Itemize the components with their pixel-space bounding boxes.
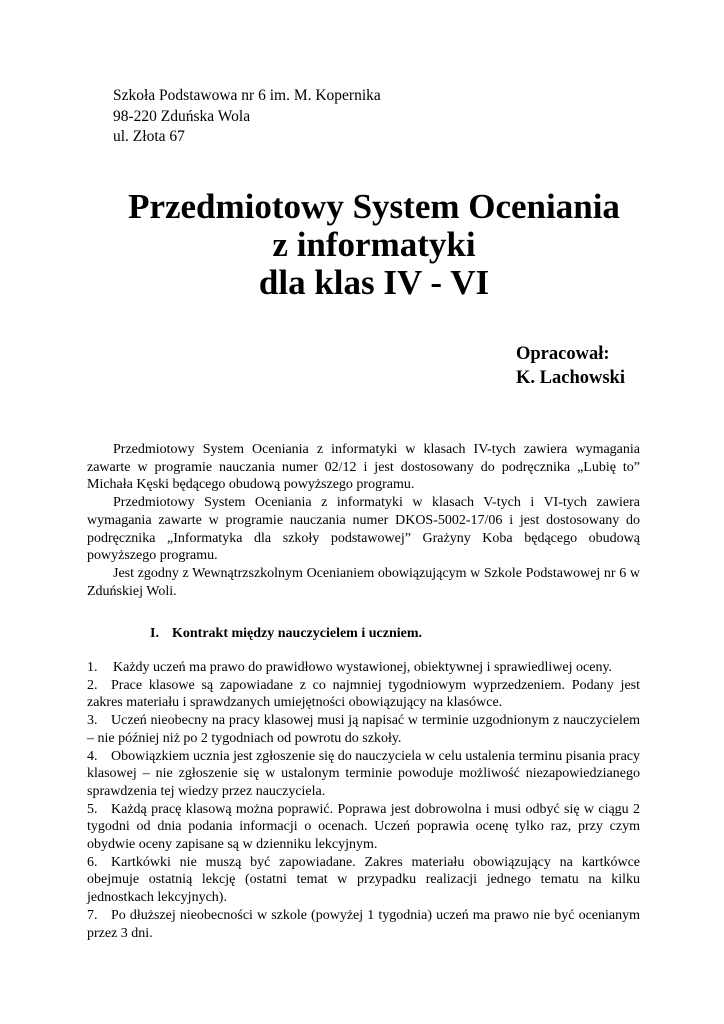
- section-number: I.: [150, 626, 159, 641]
- rule-item: [87, 712, 640, 747]
- title-line-2: z informatyki: [272, 225, 476, 264]
- rule-text: Obowiązkiem ucznia jest zgłoszenie się do nauczyciela w celu ustalenia terminu pisania pracy klasowej – nie zgłoszenie się w ustalonym terminie powoduje możliwość niezapowiedzianego sprawdzenia tej wiedzy przez nauczyciela.: [87, 748, 640, 799]
- rule-number: 2.: [87, 677, 98, 693]
- rule-item: [87, 677, 640, 712]
- rule-text: Prace klasowe są zapowiadane z co najmniej tygodniowym wyprzedzeniem. Podany jest zakres materiału i sprawdzanych umiejętności obowiązujący na klasówce.: [87, 677, 640, 711]
- rule-number: 3.: [87, 713, 98, 729]
- rule-text: Po dłuższej nieobecności w szkole (powyżej 1 tygodnia) uczeń ma prawo nie być ocenianym przez 3 dni.: [87, 907, 640, 941]
- school-street: ul. Złota 67: [113, 128, 185, 145]
- intro-section: [87, 441, 640, 600]
- rule-number: 6.: [87, 854, 98, 870]
- document-title: [0, 188, 724, 302]
- rule-item: [87, 659, 640, 677]
- author-label: Opracował:: [516, 344, 610, 364]
- rule-text: Kartkówki nie muszą być zapowiadane. Zakres materiału obowiązujący na kartkówce obejmuje ostatnią lekcję (ostatni temat w przypadku realizacji jednego tematu na kilku jednostkach lekcyjnych).: [87, 854, 640, 906]
- section-title: Kontrakt między nauczycielem i uczniem.: [172, 626, 423, 641]
- section-heading: [150, 625, 422, 643]
- rules-list: [87, 659, 640, 942]
- rule-text: Każdą pracę klasową można poprawić. Poprawa jest dobrowolna i musi odbyć się w ciągu 2 tygodni od dnia podania informacji o ocenach. Uczeń poprawia ocenę tylko raz, przy czym obydwie oceny zapisane są w dzienniku lekcyjnym.: [87, 801, 640, 853]
- intro-paragraph-3: Jest zgodny z Wewnątrzszkolnym Ocenianiem obowiązującym w Szkole Podstawowej nr 6 w Zduńskiej Woli.: [87, 565, 640, 599]
- rule-number: 4.: [87, 748, 98, 764]
- school-address: [113, 86, 381, 148]
- rule-number: 5.: [87, 801, 98, 817]
- rule-text: Uczeń nieobecny na pracy klasowej musi ją napisać w terminie uzgodnionym z nauczycielem – nie później niż po 2 tygodniach od powrotu do szkoły.: [87, 713, 640, 746]
- rule-text: Każdy uczeń ma prawo do prawidłowo wystawionej, obiektywnej i sprawiedliwej oceny.: [113, 660, 613, 675]
- author-name: K. Lachowski: [516, 368, 625, 388]
- rule-item: [87, 854, 640, 907]
- rule-number: 7.: [87, 907, 98, 923]
- intro-paragraph-2: Przedmiotowy System Oceniania z informatyki w klasach V-tych i VI-tych zawiera wymagania zawarte w programie nauczania numer DKOS-5002-17/06 i jest dostosowany do podręcznika „Informatyka dla szkoły podstawowej” Grażyny Koba będącego obudową powyższego programu.: [87, 495, 640, 564]
- rule-item: [87, 748, 640, 801]
- intro-paragraph-1: Przedmiotowy System Oceniania z informatyki w klasach IV-tych zawiera wymagania zawarte w programie nauczania numer 02/12 i jest dostosowany do podręcznika „Lubię to” Michała Kęski będącego obudową powyższego programu.: [87, 442, 640, 493]
- school-postal: 98-220 Zduńska Wola: [113, 107, 251, 125]
- rule-number: 1.: [87, 660, 98, 675]
- school-name: Szkoła Podstawowa nr 6 im. M. Kopernika: [113, 87, 381, 104]
- title-line-1: Przedmiotowy System Oceniania: [128, 187, 620, 226]
- author-block: [516, 342, 625, 390]
- rule-item: [87, 801, 640, 854]
- rule-item: [87, 907, 640, 942]
- title-line-3: dla klas IV - VI: [258, 263, 490, 302]
